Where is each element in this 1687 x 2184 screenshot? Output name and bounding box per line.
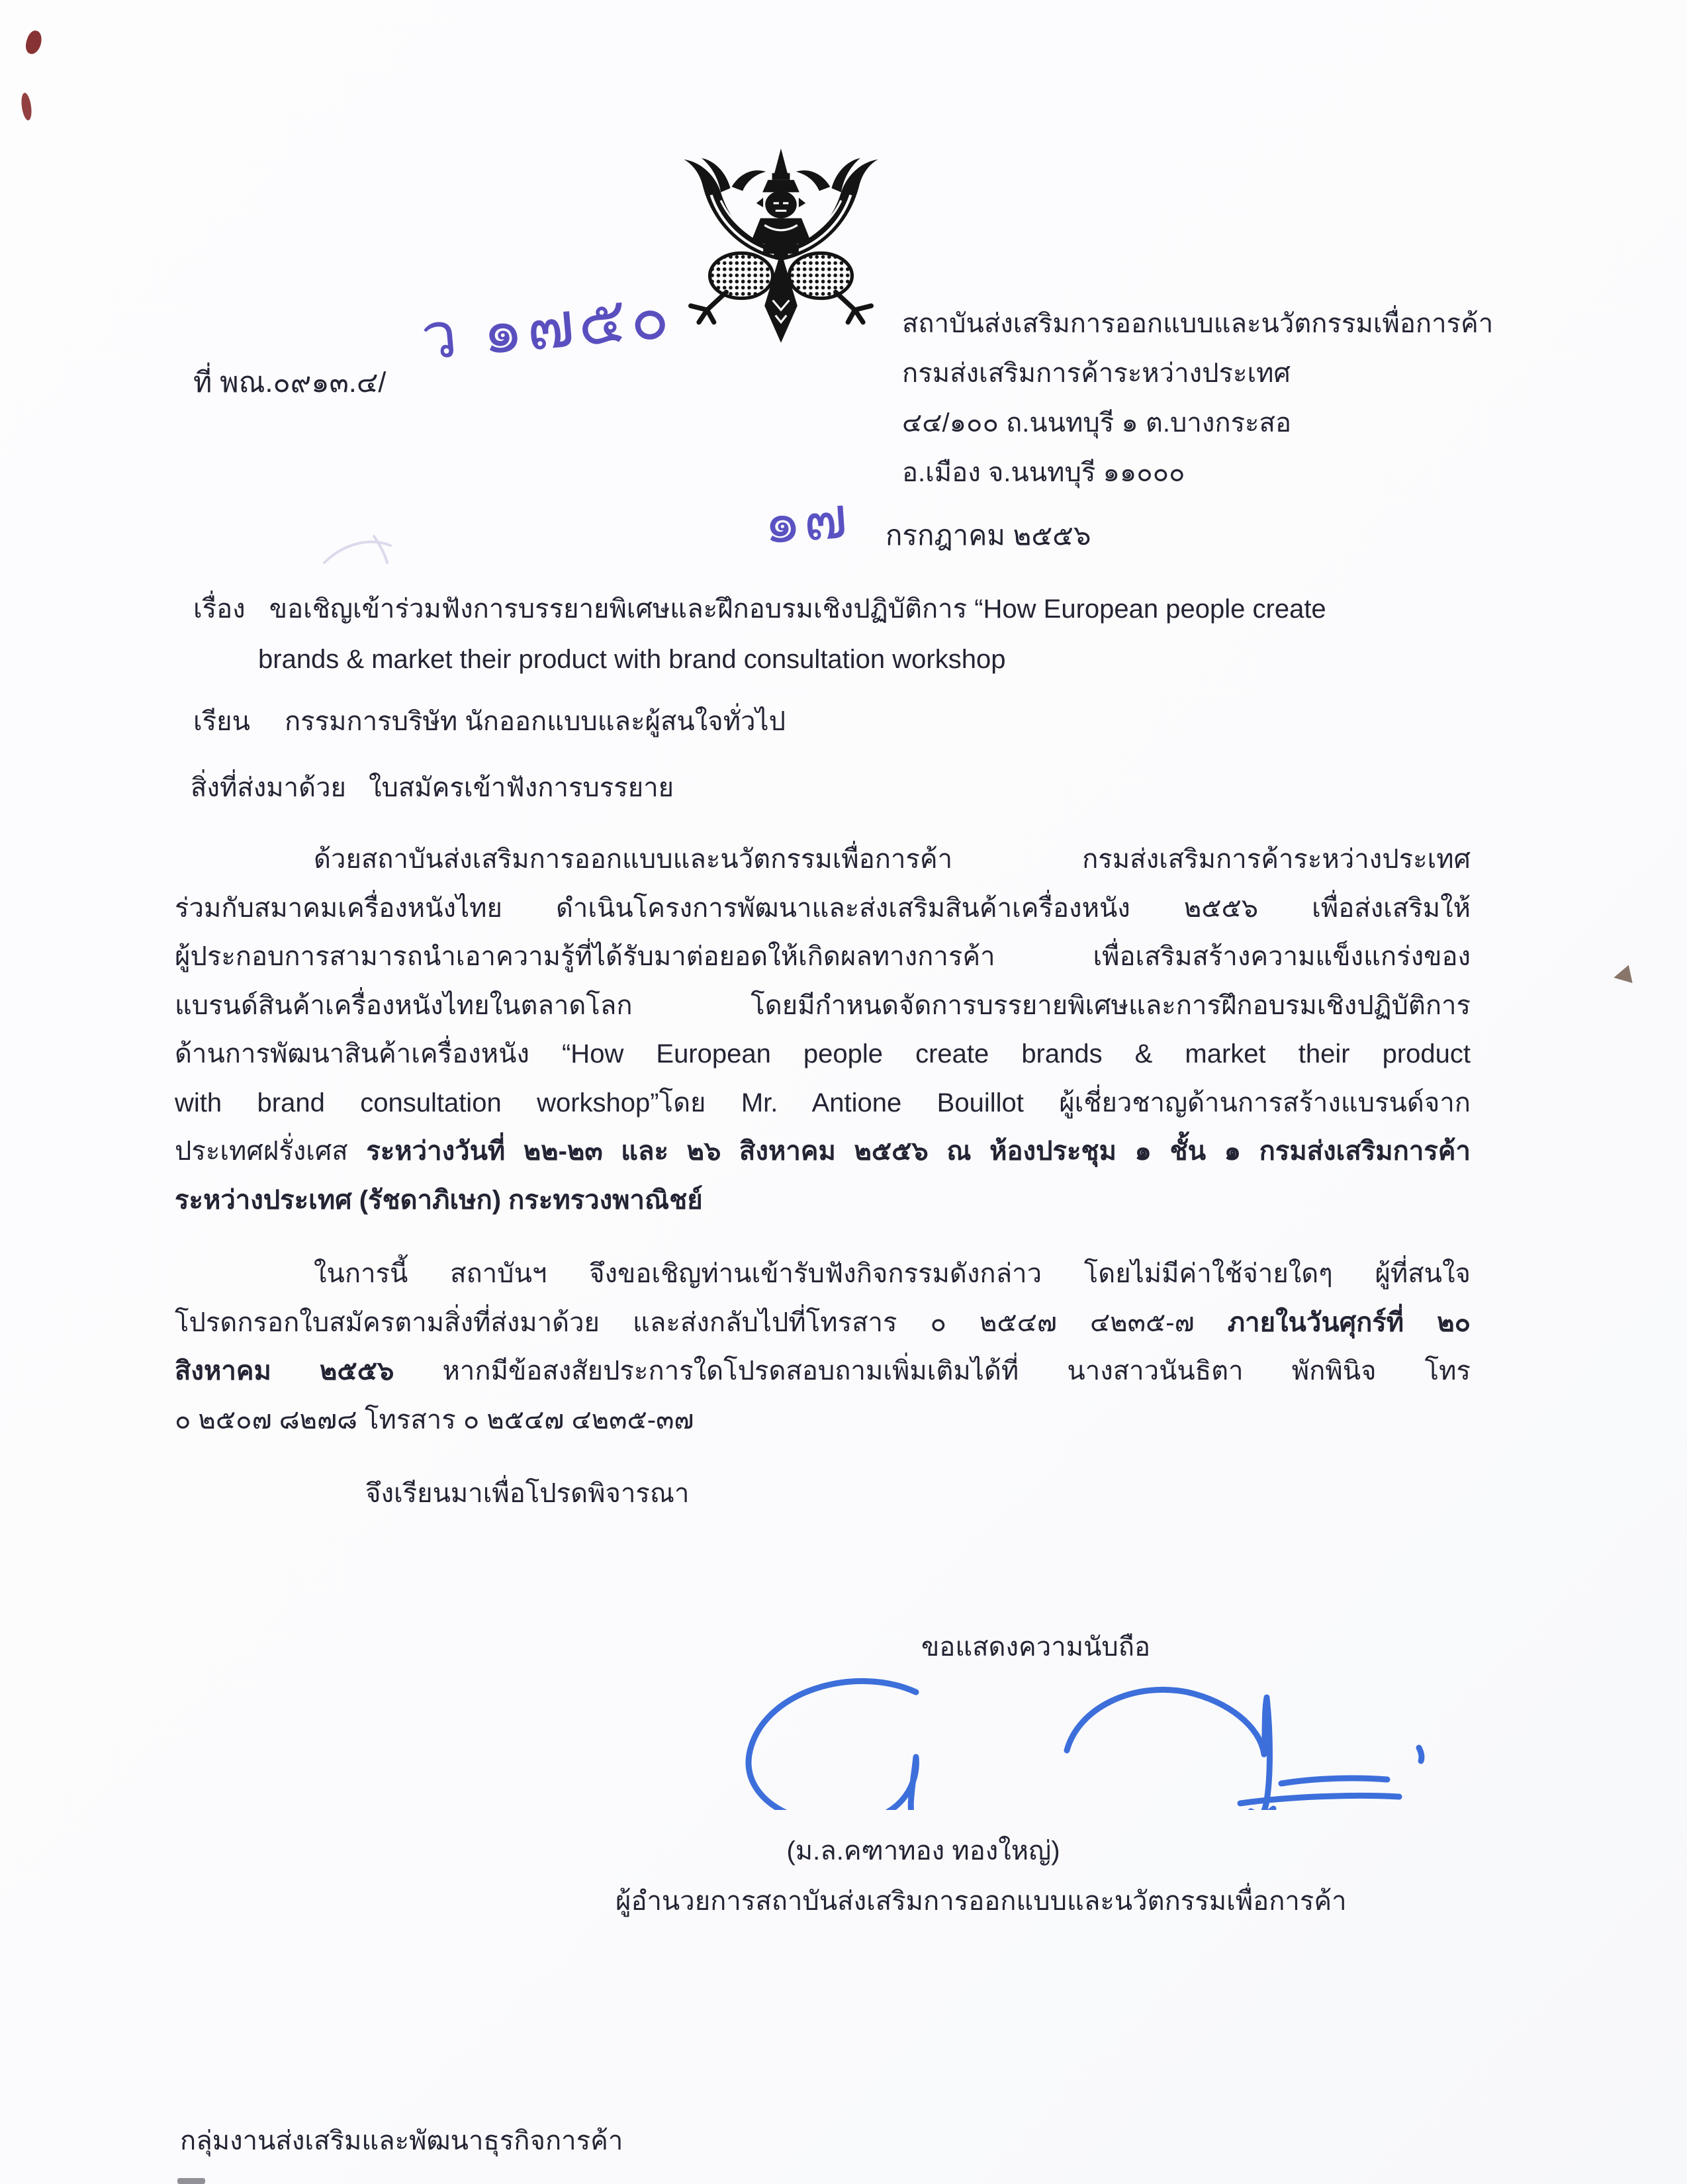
scan-speck-arrow [1612,965,1632,987]
org-line: กรมส่งเสริมการค้าระหว่างประเทศ [902,359,1291,388]
attachment-label: สิ่งที่ส่งมาด้วย [191,773,346,802]
scan-cut-mark [177,2178,205,2184]
to-value: กรรมการบริษัท นักออกแบบและผู้สนใจทั่วไป [284,707,786,736]
subject-line1: ขอเชิญเข้าร่วมฟังการบรรยายพิเศษและฝึกอบรมเชิงปฏิบัติการ “How European people create [269,594,1326,624]
body-line: with brand consultation workshop”โดย Mr. Antione Bouillot ผู้เชี่ยวชาญด้านการสร้างแบรนด์จาก [175,1088,1471,1117]
subject-line2: brands & market their product with brand consultation workshop [258,645,1006,674]
closing-line: จึงเรียนมาเพื่อโปรดพิจารณา [365,1479,690,1508]
body-line: ประเทศฝรั่งเศส ระหว่างวันที่ ๒๒-๒๓ และ ๒๖ สิงหาคม ๒๕๕๖ ณ ห้องประชุม ๑ ชั้น ๑ กรมส่งเสริมการค้า [175,1137,1471,1166]
doc-number-handwritten: ว ๑๗๕๐ [418,280,676,373]
handwritten-signature [696,1671,1437,1810]
org-line: สถาบันส่งเสริมการออกแบบและนวัตกรรมเพื่อการค้า [902,309,1494,338]
paragraph-2 [175,1250,1471,1445]
footer-unit: กลุ่มงานส่งเสริมและพัฒนาธุรกิจการค้า [180,2126,623,2156]
paragraph-1 [175,835,1471,1225]
org-line: ๔๔/๑๐๐ ถ.นนทบุรี ๑ ต.บางกระสอ [902,408,1291,438]
body-line: ในการนี้ สถาบันฯ จึงขอเชิญท่านเข้ารับฟังกิจกรรมดังกล่าว โดยไม่มีค่าใช้จ่ายใดๆ ผู้ที่สนใจ [314,1259,1471,1288]
signer-name: (ม.ล.คฑาทอง ทองใหญ่) [786,1836,1060,1866]
signer-title: ผู้อำนวยการสถาบันส่งเสริมการออกแบบและนวัตกรรมเพื่อการค้า [616,1887,1347,1916]
subject-row [193,585,1326,634]
date-text: กรกฎาคม ๒๕๕๖ [886,520,1091,551]
subject-label: เรื่อง [193,594,246,624]
doc-number-label: ที่ พณ.๐๙๑๓.๔/ [193,367,387,399]
to-label: เรียน [193,707,250,736]
body-line: แบรนด์สินค้าเครื่องหนังไทยในตลาดโลก โดยมีกำหนดจัดการบรรยายพิเศษและการฝึกอบรมเชิงปฏิบัติการ [175,990,1471,1020]
attachment-row [191,764,674,813]
scan-artifact-red [23,28,44,56]
attachment-value: ใบสมัครเข้าฟังการบรรยาย [368,773,674,802]
pencil-mark [311,523,443,583]
garuda-emblem [678,143,884,348]
body-line: ผู้ประกอบการสามารถนำเอาความรู้ที่ได้รับมาต่อยอดให้เกิดผลทางการค้า เพื่อเสริมสร้างความแข็งแกร่งของ [175,942,1471,971]
body-line: โปรดกรอกใบสมัครตามสิ่งที่ส่งมาด้วย และส่งกลับไปที่โทรสาร ๐ ๒๕๔๗ ๔๒๓๕-๗ ภายในวันศุกร์ที่ ๒๐ [175,1307,1471,1337]
org-line: อ.เมือง จ.นนทบุรี ๑๑๐๐๐ [902,458,1185,487]
body-line: ๐ ๒๕๐๗ ๘๒๗๘ โทรสาร ๐ ๒๕๔๗ ๔๒๓๕-๓๗ [175,1405,694,1435]
sign-off: ขอแสดงความนับถือ [921,1633,1151,1662]
body-line: สิงหาคม ๒๕๕๖ หากมีข้อสงสัยประการใดโปรดสอบถามเพิ่มเติมได้ที่ นางสาวนันธิตา พักพินิจ โทร [175,1356,1471,1386]
date-day-handwritten: ๑๗ [761,484,852,556]
scan-artifact-red [20,92,33,121]
body-line: ด้านการพัฒนาสินค้าเครื่องหนัง “How European people create brands & market their product [175,1039,1471,1068]
org-address-block [902,299,1493,498]
body-line: ระหว่างประเทศ (รัชดาภิเษก) กระทรวงพาณิชย์ [175,1185,703,1215]
to-row [193,698,786,747]
body-line: ร่วมกับสมาคมเครื่องหนังไทย ดำเนินโครงการพัฒนาและส่งเสริมสินค้าเครื่องหนัง ๒๕๕๖ เพื่อส่งเสริมให้ [175,893,1471,923]
body-line: ด้วยสถาบันส่งเสริมการออกแบบและนวัตกรรมเพื่อการค้า กรมส่งเสริมการค้าระหว่างประเทศ [314,845,1471,874]
